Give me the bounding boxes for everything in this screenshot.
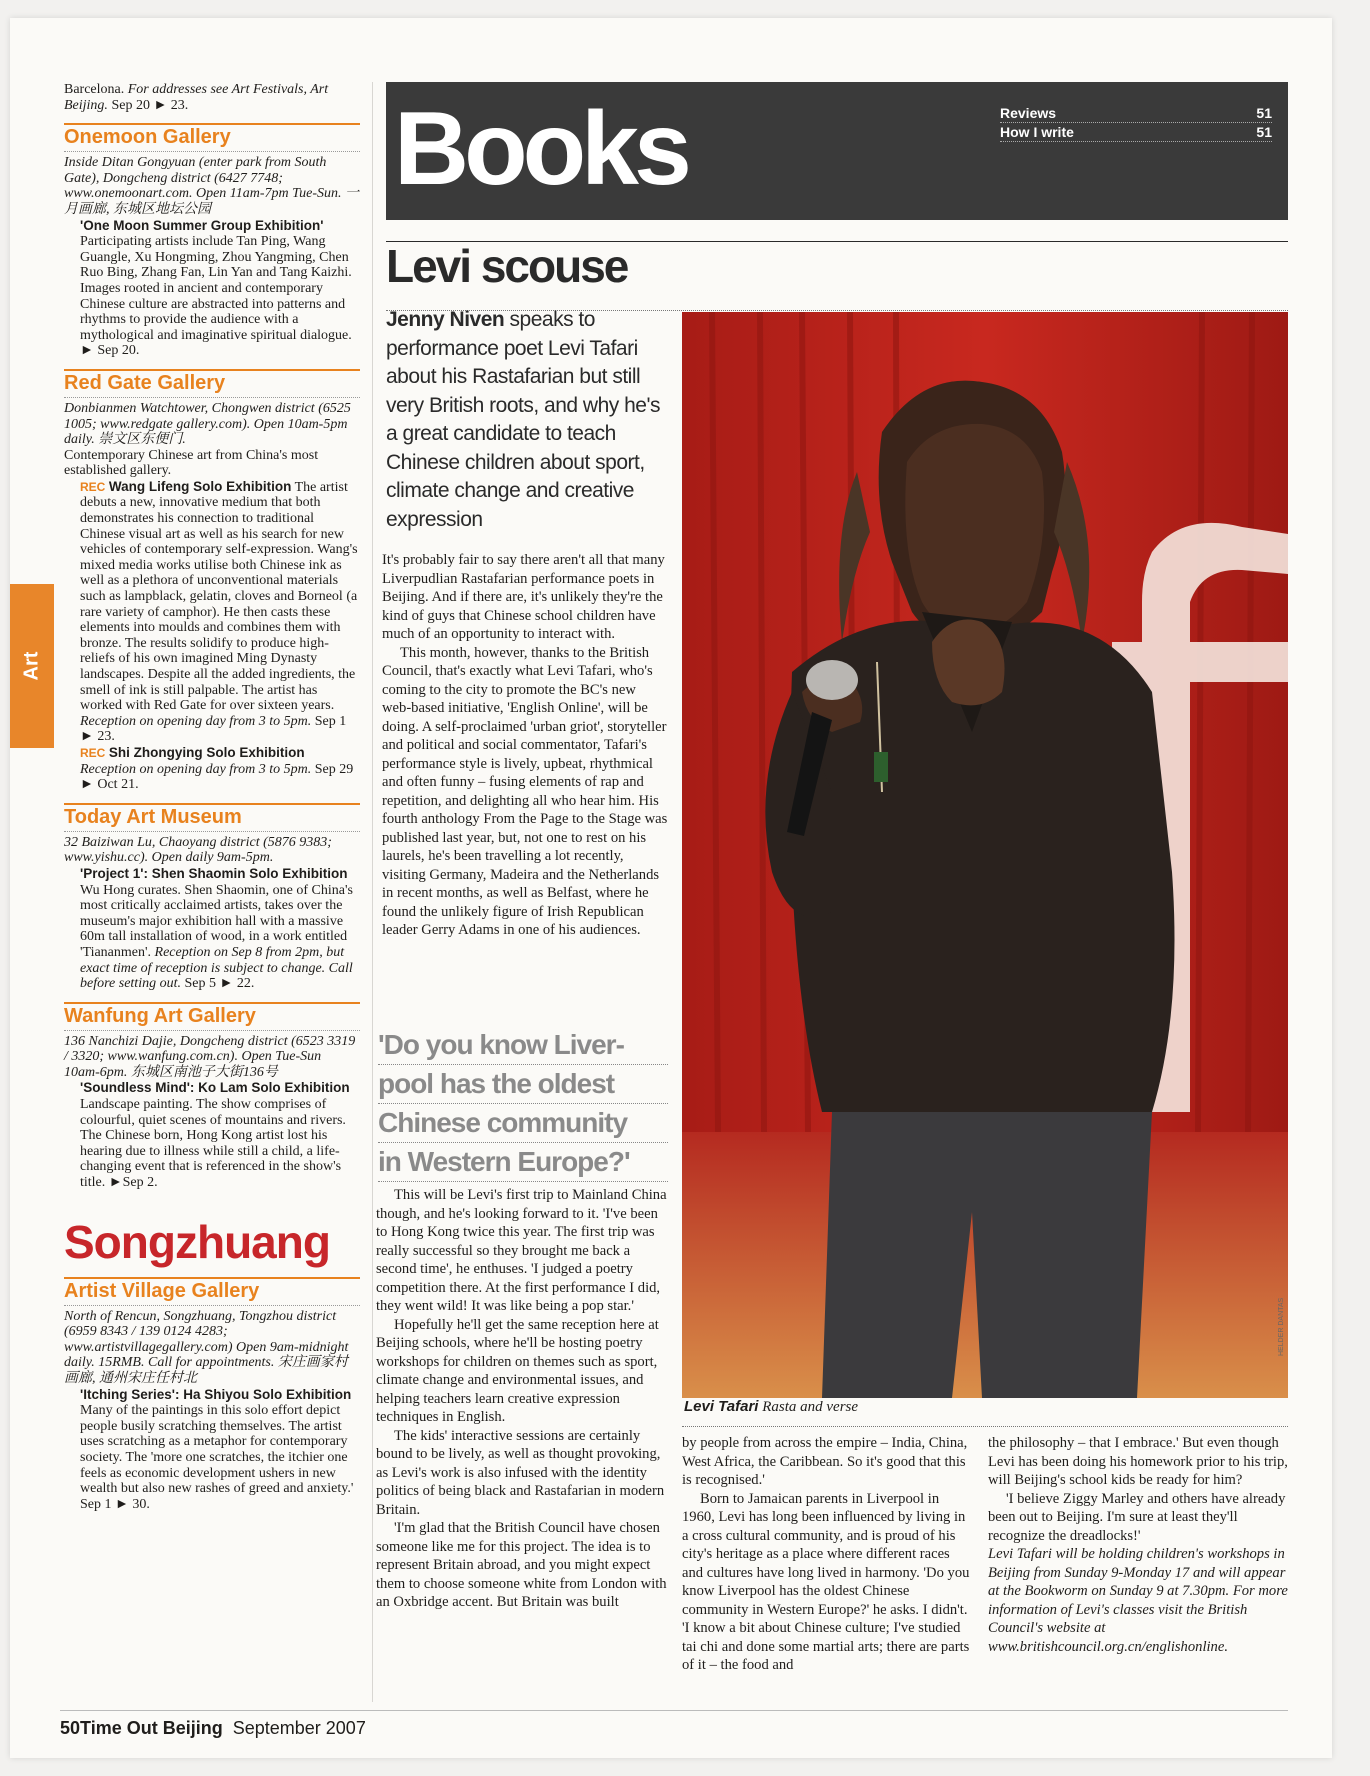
body-column-1-continued <box>376 1186 668 1612</box>
event-description: The artist debuts a new, innovative medium that both demonstrates his connection to traditional Chinese visual art as well as his search for new vehicles of contemporary self-expression. Wang's mixed media works utilise both Chinese ink as well as a plethora of unconventional materials such as lampblack, gelatin, cloves and Borneol (a rare variety of camphor). He then casts these elements into moulds and combines them with bronze. The results solidify to produce high-reliefs of his own imagined Ming Dynasty landscapes. Despite all the added ingredients, the smell of ink is still palpable. The artist has worked with Red Gate for over sixteen years. <box>80 479 358 714</box>
event-description: Wu Hong curates. Shen Shaomin, one of China's most critically acclaimed artists, takes over the museum's major exhibition hall with a massive 60m tall installation of wood, in a work entitled 'Tiananmen'. <box>80 882 353 960</box>
venue-listing <box>64 123 360 359</box>
event-entry <box>64 1080 360 1190</box>
event-note: Reception on Sep 8 from 2pm, but exact time of reception is subject to change. Call before setting out. <box>80 944 353 992</box>
body-paragraph: This month, however, thanks to the British Council, that's exactly what Levi Tafari, who's coming to the city to promote the BC's new web-based initiative, 'English Online', will be doing. A self-proclaimed 'urban griot', storyteller and political and social commentator, Tafari's performance style is lively, upbeat, rhythmical and often funny – fusing elements of rap and repetition, and delighting all who hear him. His fourth anthology From the Page to the Stage was published last year, but, not one to rest on his laurels, he's been travelling a lot recently, visiting Germany, Madeira and the Netherlands in recent months, as well as Belfast, where he found the unlikely figure of Irish Republican leader Gerry Adams in one of his audiences. <box>382 644 668 938</box>
event-entry <box>64 1387 360 1513</box>
event-description: Landscape painting. The show comprises of colourful, quiet scenes of mountains and rivers. The Chinese born, Hong Kong artist lost his hearing due to illness while still a child, a life-changing event that is referenced in the show's title. ►Sep 2. <box>80 1097 346 1191</box>
event-entry <box>64 866 360 992</box>
page-footer: 50Time Out Beijing September 2007 <box>60 1718 366 1738</box>
portrait-photo <box>682 312 1288 1398</box>
byline: Jenny Niven <box>386 308 505 331</box>
event-dates: Sep 5 ► 22. <box>184 976 255 992</box>
photo-credit: HELDER DANTAS <box>1278 1297 1285 1356</box>
section-tab <box>10 584 54 748</box>
dotted-rule <box>682 1426 1288 1427</box>
body-column-2 <box>682 1434 972 1675</box>
article-headline: Levi scouse <box>386 240 628 292</box>
body-column-3 <box>988 1434 1288 1656</box>
event-title: 'Soundless Mind': Ko Lam Solo Exhibition <box>80 1080 350 1096</box>
venue-address: Donbianmen Watchtower, Chongwen district (6525 1005; www.redgate gallery.com). Open 10am-5pm daily. 崇文区东便门. <box>64 400 351 448</box>
event-description: Participating artists include Tan Ping, Wang Guangle, Xu Hongming, Zhou Yangming, Chen Ruo Bing, Zhang Fan, Lin Yan and Tang Kaizhi. Images rooted in ancient and contemporary Chinese culture are abstracted into patterns and rhythms to provide the audience with a mythological and imaginative spiritual dialogue. ► Sep 20. <box>80 234 352 359</box>
recommended-badge: REC <box>80 745 106 760</box>
venue-address: 136 Nanchizi Dajie, Dongcheng district (6523 3319 / 3320; www.wanfung.com.cn). Open Tue-Sun 10am-6pm. 东城区南池子大街136号 <box>64 1033 356 1080</box>
column-divider <box>372 82 373 1702</box>
event-title: Wang Lifeng Solo Exhibition <box>108 478 292 494</box>
body-paragraph: by people from across the empire – India, China, West Africa, the Caribbean. So it's good that this is recognised.' <box>682 1435 968 1488</box>
venue-listing <box>64 1002 360 1191</box>
body-paragraph: This will be Levi's first trip to Mainland China though, and he's looking forward to it. 'I've been to Hong Kong twice this year. The first trip was really successful so they brought me back a second time', he enthuses. 'I judged a poetry competition there. At the first performance I did, they went wild! It was like being a pop star.' <box>376 1187 667 1314</box>
venue-name: Wanfung Art Gallery <box>64 1002 360 1031</box>
section-title: Books <box>394 91 687 207</box>
listings-column <box>64 82 360 1512</box>
contents-list <box>1000 104 1272 142</box>
standfirst: Jenny Niven speaks to performance poet Levi Tafari about his Rastafarian but still very British roots, and why he's a great candidate to teach Chinese children about sport, climate change and creative expression <box>386 308 660 531</box>
body-column-1 <box>382 551 668 940</box>
footer-rule <box>60 1710 1288 1711</box>
body-paragraph: The kids' interactive sessions are certainly bound to be lively, as well as thought provoking, as Levi's work is also infused with the identity politics of being black and Rastafarian in modern Britain. <box>376 1427 665 1518</box>
event-note: Reception on opening day from 3 to 5pm. <box>80 761 312 777</box>
body-paragraph: Born to Jamaican parents in Liverpool in 1960, Levi has long been influenced by living in a cross cultural community, and is proud of his city's heritage as a place where different races and cultures have long lived in harmony. 'Do you know Liverpool has the oldest Chinese community in Western Europe?' he asks. I didn't. 'I know a bit about Chinese culture; I've studied tai chi and done some martial arts; there are parts of it – the food and <box>682 1490 970 1673</box>
venue-name: Artist Village Gallery <box>64 1277 360 1306</box>
venue-listing <box>64 369 360 793</box>
listing-lead: Barcelona. For addresses see Art Festivals, Art Beijing. Sep 20 ► 23. <box>64 82 329 113</box>
event-dates: Sep 1 ► 23. <box>80 713 347 745</box>
venue-description: Contemporary Chinese art from China's most established gallery. <box>64 447 319 479</box>
venue-address: North of Rencun, Songzhuang, Tongzhou district (6959 8343 / 139 0124 4283; www.artistvillagegallery.com) Open 9am-midnight daily. 15RMB. Call for appointments. 宋庄画家村画廊, 通州宋庄任村北 <box>64 1308 349 1386</box>
venue-name: Red Gate Gallery <box>64 369 360 398</box>
area-heading: Songzhuang <box>64 1215 330 1268</box>
venue-listing <box>64 803 360 992</box>
contents-item[interactable]: Reviews 51 <box>1000 105 1272 121</box>
event-entry <box>64 218 360 359</box>
venue-address: Inside Ditan Gongyuan (enter park from South Gate), Dongcheng district (6427 7748; www.onemoonart.com. Open 11am-7pm Tue-Sun. 一月画廊, 东城区地坛公园 <box>64 155 360 217</box>
body-paragraph: Hopefully he'll get the same reception here at Beijing schools, where he'll be hosting poetry workshops for children on themes such as sport, climate change and environmental issues, and helping teachers learn creative expression techniques in English. <box>376 1316 659 1425</box>
event-note: Reception on opening day from 3 to 5pm. <box>80 713 312 729</box>
body-paragraph: 'I believe Ziggy Marley and others have already been out to Beijing. I'm sure at least they'll recognize the dreadlocks!' <box>988 1490 1286 1544</box>
event-title: 'Project 1': Shen Shaomin Solo Exhibition <box>80 865 348 881</box>
event-title: Shi Zhongying Solo Exhibition <box>108 744 305 760</box>
venue-name: Onemoon Gallery <box>64 123 360 152</box>
venue-name: Today Art Museum <box>64 803 360 832</box>
body-paragraph: It's probably fair to say there aren't all that many Liverpudlian Rastafarian performance poets in Beijing. And if there are, it's unlikely they're the kind of guys that Chinese school children have much of an opportunity to interact with. <box>382 552 665 642</box>
pull-quote: 'Do you know Liver- pool has the oldest Chinese community in Western Europe?' <box>378 1026 668 1182</box>
body-paragraph: the philosophy – that I embrace.' But even though Levi has been doing his homework prior to his trip, will Beijing's school kids be ready for him? <box>988 1435 1288 1488</box>
event-entry <box>64 745 360 793</box>
event-dates: Sep 29 ► Oct 21. <box>80 761 354 793</box>
body-paragraph: 'I'm glad that the British Council have chosen someone like me for this project. The idea is to represent Britain abroad, and you might expect them to choose someone white from London with an Oxbridge accent. But Britain was built <box>376 1520 667 1610</box>
contents-item[interactable]: How I write 51 <box>1000 124 1272 140</box>
event-title: 'Itching Series': Ha Shiyou Solo Exhibition <box>80 1386 352 1402</box>
event-entry <box>64 479 360 745</box>
venue-address: 32 Baiziwan Lu, Chaoyang district (5876 9383; www.yishu.cc). Open daily 9am-5pm. <box>64 834 332 866</box>
venue-listing <box>64 1277 360 1513</box>
event-description: Many of the paintings in this solo effort depict people busily scratching themselves. The artist uses scratching as a metaphor for contemporary society. The 'more one scratches, the itchier one feels as economic development ushers in new wealth but also new rashes of greed and anxiety.' Sep 1 ► 30. <box>80 1403 354 1512</box>
section-header <box>386 82 1288 220</box>
recommended-badge: REC <box>80 479 106 494</box>
photo-caption: Levi Tafari Rasta and verse <box>684 1398 859 1415</box>
event-title: 'One Moon Summer Group Exhibition' <box>80 217 324 233</box>
workshop-info: Levi Tafari will be holding children's workshops in Beijing from Sunday 9-Monday 17 and will appear at the Bookworm on Sunday 9 at 7.30pm. For more information of Levi's classes visit the British Council's website at www.britishcouncil.org.cn/englishonline. <box>988 1546 1288 1655</box>
section-tab-label: Art <box>20 651 43 681</box>
